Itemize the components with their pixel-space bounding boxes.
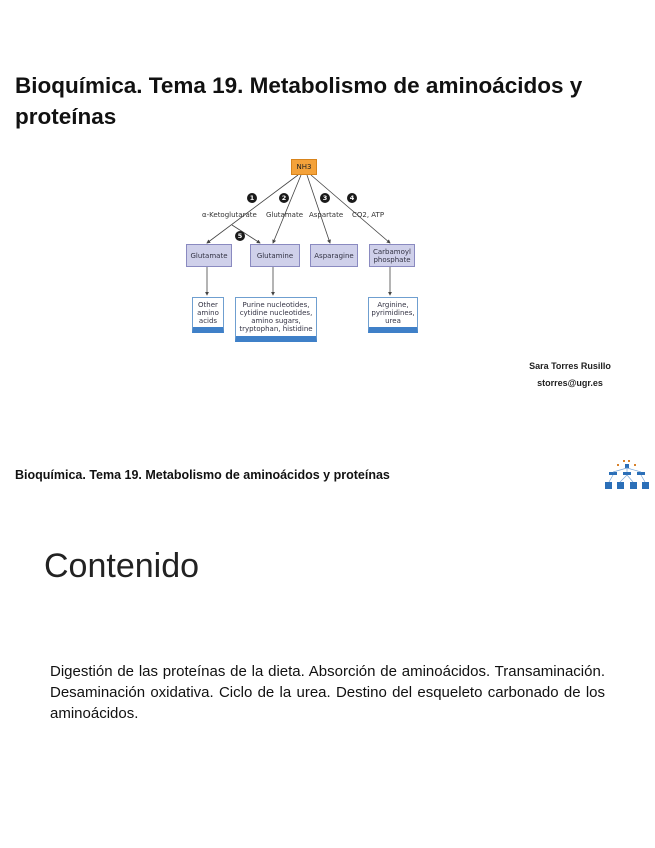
slide-title: Bioquímica. Tema 19. Metabolismo de aminoácidos y proteínas	[15, 73, 583, 129]
slide2-header: Bioquímica. Tema 19. Metabolismo de aminoácidos y proteínas	[15, 468, 390, 482]
step-number-1: 1	[247, 193, 257, 203]
author-email: storres@ugr.es	[537, 378, 603, 388]
contenido-heading: Contenido	[44, 547, 200, 585]
arrow-nh3-to-carbamoyl	[311, 175, 390, 243]
product-glutamate: Glutamate	[186, 244, 232, 267]
arrow-nh3-to-glutamate	[207, 175, 298, 243]
step-number-5: 5	[235, 231, 245, 241]
product-glutamine: Glutamine	[250, 244, 300, 267]
destination-other-amino-acids: Other amino acids	[192, 297, 224, 333]
university-logo-icon	[603, 458, 651, 496]
product-carbamoyl-phosphate: Carbamoyl phosphate	[369, 244, 415, 267]
arrow-nh3-to-glutamine	[273, 175, 301, 243]
step-number-2: 2	[279, 193, 289, 203]
arrow-nh3-to-asparagine	[307, 175, 330, 243]
destination-purine-nucleotides: Purine nucleotides, cytidine nucleotides, amino sugars, tryptophan, histidine	[235, 297, 317, 342]
step-number-3: 3	[320, 193, 330, 203]
nh3-node: NH3	[291, 159, 317, 175]
substrate-glutamate: Glutamate	[266, 211, 303, 219]
product-asparagine: Asparagine	[310, 244, 358, 267]
substrate-co2-atp: CO2, ATP	[352, 211, 385, 219]
nitrogen-assimilation-diagram	[180, 155, 430, 345]
substrate-alpha-ketoglutarate: α-Ketoglutarate	[202, 211, 257, 219]
author-name: Sara Torres Rusillo	[529, 361, 611, 371]
substrate-aspartate: Aspartate	[309, 211, 344, 219]
step-number-4: 4	[347, 193, 357, 203]
contenido-body: Digestión de las proteínas de la dieta. Absorción de aminoácidos. Transaminación. Desaminación oxidativa. Ciclo de la urea. Destino del esqueleto carbonado de los aminoácidos.	[50, 663, 605, 722]
destination-arginine-pyrimidines-urea: Arginine, pyrimidines, urea	[368, 297, 418, 333]
author-block	[500, 358, 640, 392]
